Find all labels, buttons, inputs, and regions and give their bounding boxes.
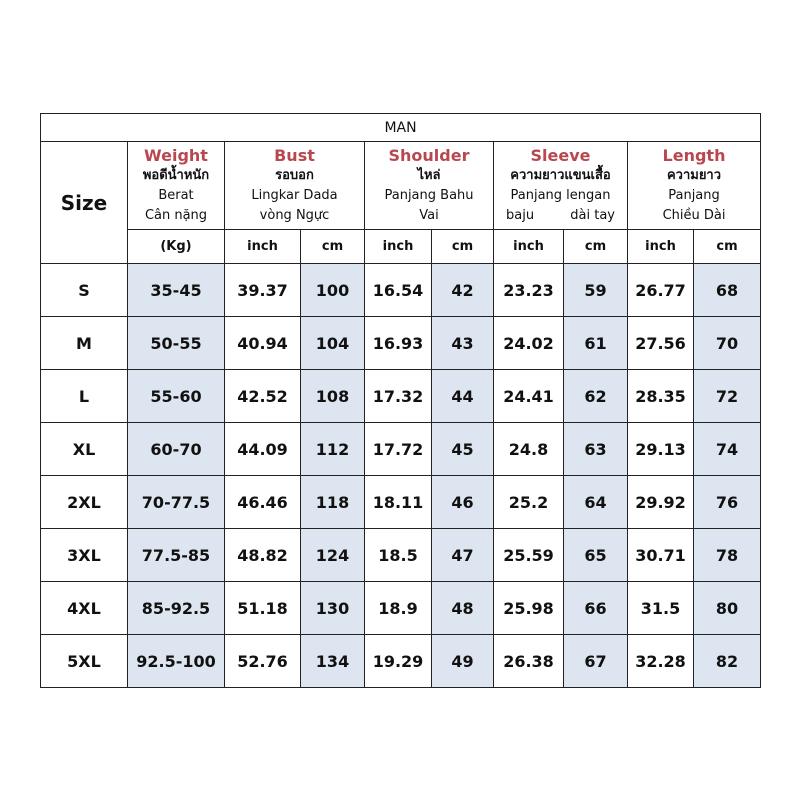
shoulder-inch-cell: 19.29 — [365, 635, 432, 688]
shoulder-inch-cell: 16.93 — [365, 317, 432, 370]
shoulder-cm-cell: 44 — [432, 370, 494, 423]
sleeve-header-line3 — [494, 206, 627, 226]
weight-cell: 70-77.5 — [128, 476, 225, 529]
weight-cell: 55-60 — [128, 370, 225, 423]
sleeve-header-vietnamese: dài tay — [570, 207, 615, 223]
sleeve-cm-cell: 67 — [564, 635, 628, 688]
bust-header-name: Bust — [274, 145, 315, 165]
shoulder-cm-cell: 46 — [432, 476, 494, 529]
table-row — [41, 476, 761, 529]
unit-weight-kg: (Kg) — [128, 230, 225, 264]
size-cell: XL — [41, 423, 128, 476]
size-column-header: Size — [41, 142, 128, 264]
size-cell: S — [41, 264, 128, 317]
bust-cm-cell: 104 — [301, 317, 365, 370]
shoulder-inch-cell: 18.9 — [365, 582, 432, 635]
table-row — [41, 529, 761, 582]
weight-cell: 35-45 — [128, 264, 225, 317]
length-header-name: Length — [662, 145, 726, 165]
bust-header-thai: รอบอก — [275, 167, 314, 183]
sleeve-cm-cell: 64 — [564, 476, 628, 529]
unit-bust-inch: inch — [225, 230, 301, 264]
length-inch-cell: 29.92 — [628, 476, 694, 529]
size-cell: 3XL — [41, 529, 128, 582]
bust-cm-cell: 118 — [301, 476, 365, 529]
sleeve-inch-cell: 24.02 — [494, 317, 564, 370]
length-header-vietnamese: Chiều Dài — [662, 207, 726, 223]
bust-inch-cell: 46.46 — [225, 476, 301, 529]
shoulder-header — [365, 142, 494, 230]
bust-inch-cell: 42.52 — [225, 370, 301, 423]
bust-cm-cell: 108 — [301, 370, 365, 423]
weight-header-name: Weight — [144, 145, 208, 165]
bust-cm-cell: 124 — [301, 529, 365, 582]
weight-cell: 85-92.5 — [128, 582, 225, 635]
bust-inch-cell: 44.09 — [225, 423, 301, 476]
shoulder-inch-cell: 16.54 — [365, 264, 432, 317]
unit-sleeve-cm: cm — [564, 230, 628, 264]
sleeve-header-line3-left: baju — [506, 207, 535, 223]
length-inch-cell: 26.77 — [628, 264, 694, 317]
sleeve-inch-cell: 25.98 — [494, 582, 564, 635]
sleeve-cm-cell: 63 — [564, 423, 628, 476]
sleeve-header-thai: ความยาวแขนเสื้อ — [510, 167, 611, 183]
length-cm-cell: 80 — [694, 582, 761, 635]
bust-cm-cell: 134 — [301, 635, 365, 688]
length-cm-cell: 78 — [694, 529, 761, 582]
length-header-thai: ความยาว — [666, 167, 722, 183]
length-inch-cell: 30.71 — [628, 529, 694, 582]
shoulder-inch-cell: 17.32 — [365, 370, 432, 423]
sleeve-inch-cell: 25.2 — [494, 476, 564, 529]
length-cm-cell: 68 — [694, 264, 761, 317]
weight-header-indonesian: Berat — [158, 187, 194, 203]
length-inch-cell: 29.13 — [628, 423, 694, 476]
shoulder-header-thai: ไหล่ — [417, 167, 441, 183]
size-cell: 4XL — [41, 582, 128, 635]
bust-inch-cell: 52.76 — [225, 635, 301, 688]
sleeve-cm-cell: 66 — [564, 582, 628, 635]
bust-inch-cell: 48.82 — [225, 529, 301, 582]
size-cell: 5XL — [41, 635, 128, 688]
shoulder-cm-cell: 45 — [432, 423, 494, 476]
bust-header-indonesian: Lingkar Dada — [251, 187, 338, 203]
sleeve-cm-cell: 61 — [564, 317, 628, 370]
bust-cm-cell: 100 — [301, 264, 365, 317]
length-cm-cell: 82 — [694, 635, 761, 688]
unit-length-inch: inch — [628, 230, 694, 264]
table-row — [41, 635, 761, 688]
sleeve-cm-cell: 65 — [564, 529, 628, 582]
length-inch-cell: 32.28 — [628, 635, 694, 688]
unit-shoulder-cm: cm — [432, 230, 494, 264]
bust-inch-cell: 51.18 — [225, 582, 301, 635]
table-row — [41, 264, 761, 317]
length-cm-cell: 74 — [694, 423, 761, 476]
weight-header — [128, 142, 225, 230]
table-title: MAN — [41, 114, 761, 142]
bust-cm-cell: 130 — [301, 582, 365, 635]
shoulder-cm-cell: 47 — [432, 529, 494, 582]
shoulder-inch-cell: 17.72 — [365, 423, 432, 476]
sleeve-header — [494, 142, 628, 230]
shoulder-header-name: Shoulder — [388, 145, 470, 165]
weight-cell: 50-55 — [128, 317, 225, 370]
unit-shoulder-inch: inch — [365, 230, 432, 264]
shoulder-cm-cell: 43 — [432, 317, 494, 370]
bust-inch-cell: 39.37 — [225, 264, 301, 317]
unit-sleeve-inch: inch — [494, 230, 564, 264]
sleeve-inch-cell: 23.23 — [494, 264, 564, 317]
weight-cell: 92.5-100 — [128, 635, 225, 688]
sleeve-cm-cell: 62 — [564, 370, 628, 423]
bust-header-vietnamese: vòng Ngực — [259, 207, 330, 223]
size-cell: 2XL — [41, 476, 128, 529]
size-chart-table — [40, 113, 761, 688]
shoulder-header-vietnamese: Vai — [419, 207, 439, 223]
sleeve-inch-cell: 26.38 — [494, 635, 564, 688]
shoulder-cm-cell: 49 — [432, 635, 494, 688]
weight-header-thai: พอดีน้ำหนัก — [142, 167, 210, 183]
sleeve-inch-cell: 24.41 — [494, 370, 564, 423]
shoulder-cm-cell: 48 — [432, 582, 494, 635]
length-cm-cell: 70 — [694, 317, 761, 370]
weight-cell: 77.5-85 — [128, 529, 225, 582]
shoulder-cm-cell: 42 — [432, 264, 494, 317]
weight-cell: 60-70 — [128, 423, 225, 476]
unit-length-cm: cm — [694, 230, 761, 264]
table-row — [41, 423, 761, 476]
bust-inch-cell: 40.94 — [225, 317, 301, 370]
shoulder-header-indonesian: Panjang Bahu — [384, 187, 474, 203]
sleeve-header-indonesian: Panjang lengan — [510, 187, 611, 203]
size-cell: M — [41, 317, 128, 370]
bust-header — [225, 142, 365, 230]
shoulder-inch-cell: 18.5 — [365, 529, 432, 582]
table-row — [41, 582, 761, 635]
bust-cm-cell: 112 — [301, 423, 365, 476]
sleeve-inch-cell: 24.8 — [494, 423, 564, 476]
length-inch-cell: 28.35 — [628, 370, 694, 423]
sleeve-cm-cell: 59 — [564, 264, 628, 317]
sleeve-inch-cell: 25.59 — [494, 529, 564, 582]
length-cm-cell: 72 — [694, 370, 761, 423]
length-inch-cell: 31.5 — [628, 582, 694, 635]
table-row — [41, 317, 761, 370]
shoulder-inch-cell: 18.11 — [365, 476, 432, 529]
size-rows — [41, 264, 761, 688]
unit-bust-cm: cm — [301, 230, 365, 264]
length-cm-cell: 76 — [694, 476, 761, 529]
table-row — [41, 370, 761, 423]
size-cell: L — [41, 370, 128, 423]
weight-header-vietnamese: Cân nặng — [144, 207, 208, 223]
length-header — [628, 142, 761, 230]
sleeve-header-name: Sleeve — [530, 145, 591, 165]
length-header-indonesian: Panjang — [668, 187, 720, 203]
length-inch-cell: 27.56 — [628, 317, 694, 370]
